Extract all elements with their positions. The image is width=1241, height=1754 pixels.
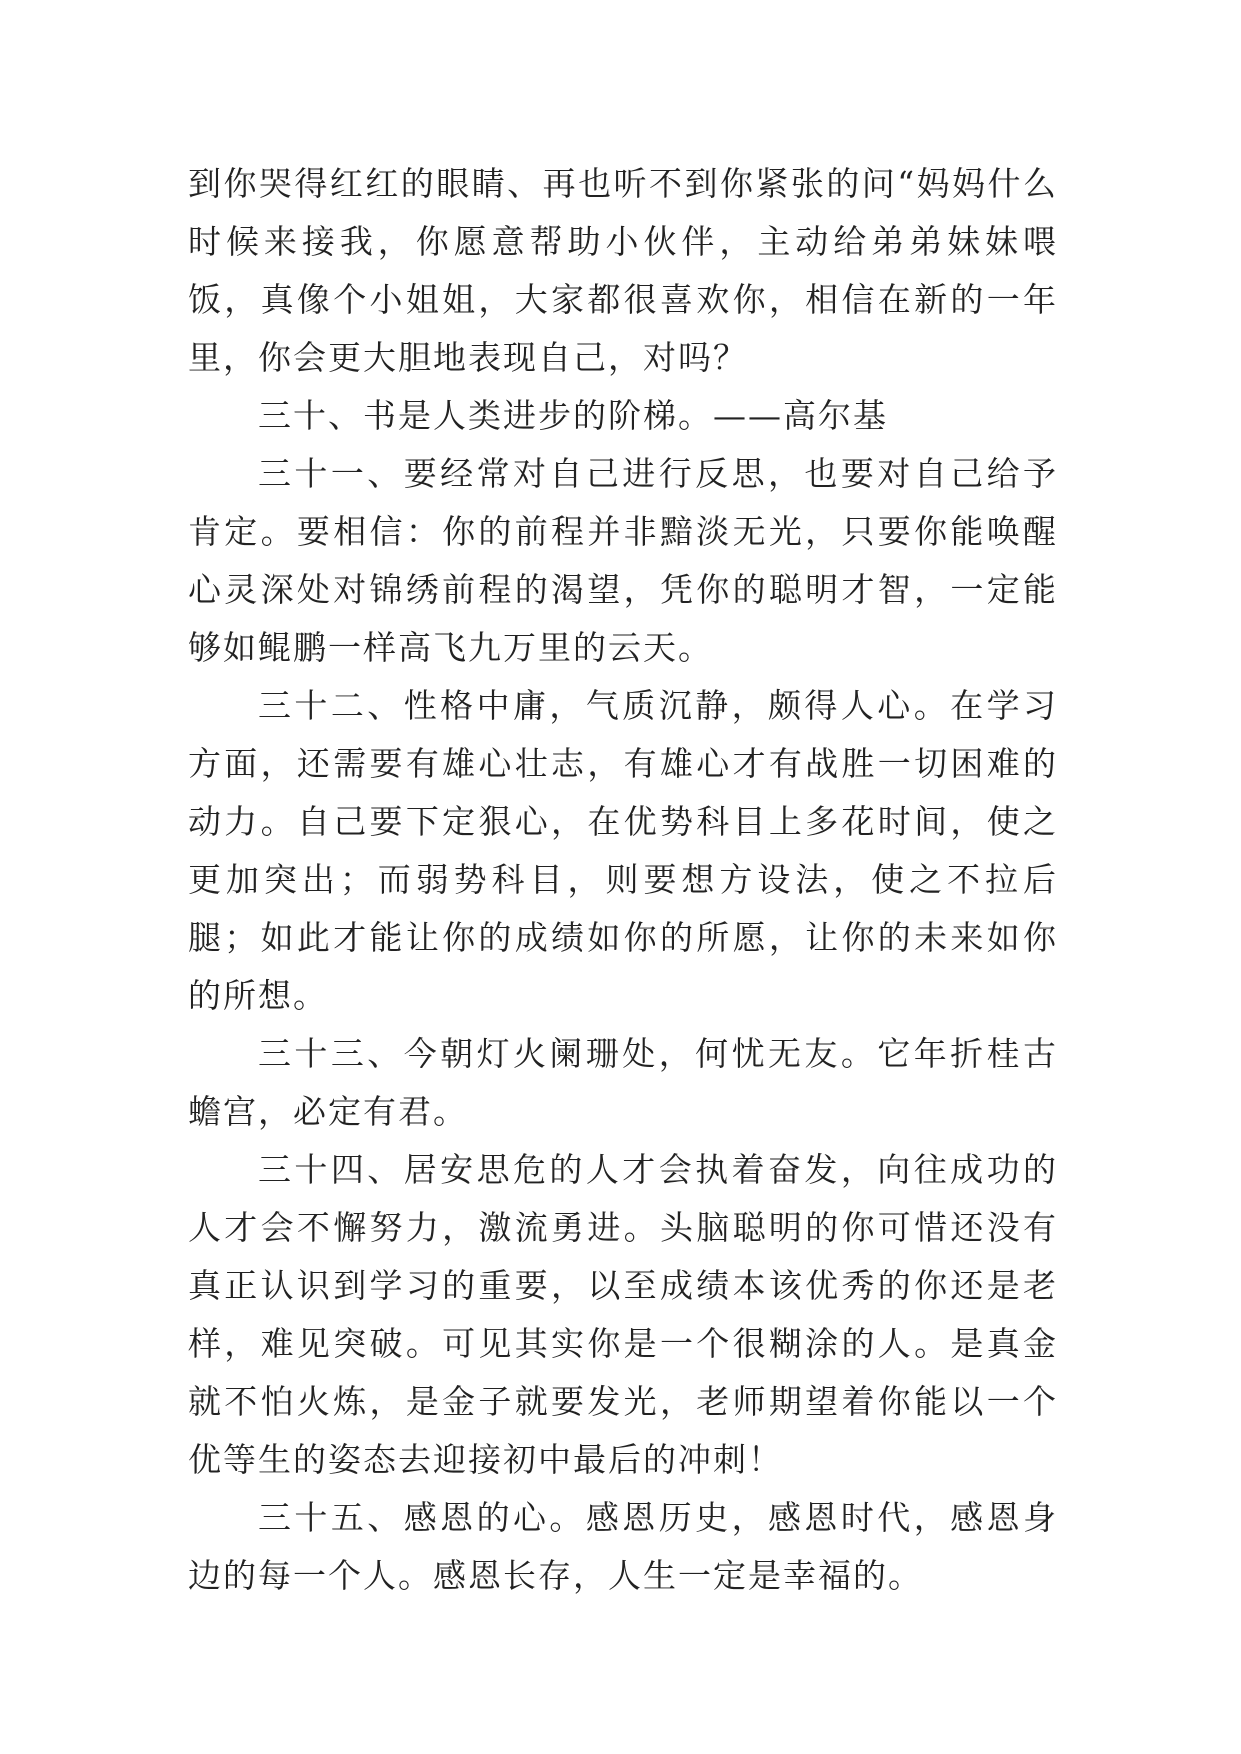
paragraph-33: 三十三、今朝灯火阑珊处，何忧无友。它年折桂古蟾宫，必定有君。 [188,1034,1058,1131]
paragraph-continuation: 到你哭得红红的眼睛、再也听不到你紧张的问“妈妈什么时候来接我，你愿意帮助小伙伴，主动给弟弟妹妹喂饭，真像个小姐姐，大家都很喜欢你，相信在新的一年里，你会更大胆地表现自己，对吗？ [188,164,1058,377]
paragraph-35: 三十五、感恩的心。感恩历史，感恩时代，感恩身边的每一个人。感恩长存，人生一定是幸福的。 [188,1498,1058,1595]
paragraph-34: 三十四、居安思危的人才会执着奋发，向往成功的人才会不懈努力，激流勇进。头脑聪明的你可惜还没有真正认识到学习的重要，以至成绩本该优秀的你还是老样，难见突破。可见其实你是一个很糊涂的人。是真金就不怕火炼，是金子就要发光，老师期望着你能以一个优等生的姿态去迎接初中最后的冲刺！ [188,1150,1058,1479]
document-body [188,155,1058,1605]
paragraph-31: 三十一、要经常对自己进行反思，也要对自己给予肯定。要相信：你的前程并非黯淡无光，只要你能唤醒心灵深处对锦绣前程的渴望，凭你的聪明才智，一定能够如鲲鹏一样高飞九万里的云天。 [188,454,1058,667]
paragraph-30: 三十、书是人类进步的阶梯。——高尔基 [258,396,888,435]
paragraph-32: 三十二、性格中庸，气质沉静，颇得人心。在学习方面，还需要有雄心壮志，有雄心才有战胜一切困难的动力。自己要下定狠心，在优势科目上多花时间，使之更加突出；而弱势科目，则要想方设法，使之不拉后腿；如此才能让你的成绩如你的所愿，让你的未来如你的所想。 [188,686,1058,1015]
